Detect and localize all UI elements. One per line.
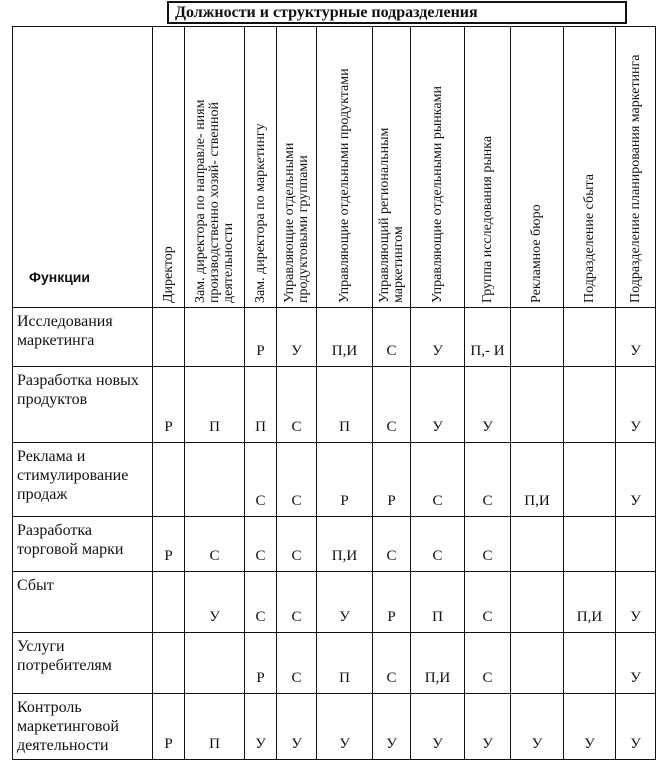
role-cell: С [277,572,317,633]
column-header: Управляющий региональным маркетингом [373,27,411,308]
role-cell [511,517,564,572]
role-cell: С [373,367,411,443]
role-cell [153,443,185,517]
role-cell: С [411,443,465,517]
function-cell: Услуги потребителям [13,633,153,694]
role-cell: У [185,572,245,633]
table-row [13,572,656,633]
function-cell: Исследования маркетинга [13,308,153,367]
role-cell [564,308,616,367]
role-cell: У [373,694,411,760]
table-row [13,517,656,572]
role-cell: У [616,367,656,443]
role-cell [511,572,564,633]
role-cell: П,И [564,572,616,633]
role-cell: С [185,517,245,572]
role-cell: Р [245,308,277,367]
role-cell: П [317,367,373,443]
role-cell: У [465,694,511,760]
role-cell: С [245,517,277,572]
role-cell: П,И [317,308,373,367]
matrix-body [13,308,656,760]
column-header: Управляющие отдельными рынками [411,27,465,308]
role-cell [185,443,245,517]
role-cell [153,572,185,633]
table-row [13,633,656,694]
role-cell: П [317,633,373,694]
role-cell [153,308,185,367]
column-header: Управляющие отдельными продуктовыми группами [277,27,317,308]
role-cell: С [245,572,277,633]
column-header: Рекламное бюро [511,27,564,308]
role-cell: П,И [317,517,373,572]
responsibility-matrix [12,26,656,760]
role-cell [185,633,245,694]
role-cell: С [373,633,411,694]
role-cell: П,И [411,633,465,694]
function-cell: Сбыт [13,572,153,633]
role-cell: Р [373,443,411,517]
role-cell [564,443,616,517]
role-cell: Р [153,517,185,572]
role-cell: Р [317,443,373,517]
role-cell: У [245,694,277,760]
column-header: Группа исследования рынка [465,27,511,308]
function-cell: Реклама и стимулирование продаж [13,443,153,517]
role-cell [616,517,656,572]
role-cell: У [616,633,656,694]
table-row [13,308,656,367]
role-cell: Р [153,367,185,443]
role-cell: П [185,694,245,760]
role-cell: П [411,572,465,633]
table-row [13,367,656,443]
role-cell: С [465,633,511,694]
role-cell [564,517,616,572]
role-cell: С [277,367,317,443]
function-cell: Разработка новых продуктов [13,367,153,443]
role-cell: Р [153,694,185,760]
column-header: Зам. директора по маркетингу [245,27,277,308]
header-row [13,27,656,308]
role-cell: Р [245,633,277,694]
table-row [13,694,656,760]
role-cell: У [317,694,373,760]
role-cell: У [564,694,616,760]
role-cell: С [465,443,511,517]
role-cell: У [616,443,656,517]
function-cell: Контроль маркетинговой деятельности [13,694,153,760]
role-cell: П [185,367,245,443]
role-cell: У [317,572,373,633]
column-header: Зам. директора по направле- ниям производственно хозяй- ственной деятельности [185,27,245,308]
role-cell: С [465,517,511,572]
role-cell [564,367,616,443]
role-cell: У [411,367,465,443]
role-cell: С [277,633,317,694]
table-row [13,443,656,517]
role-cell: У [411,308,465,367]
role-cell: У [616,694,656,760]
role-cell: У [277,308,317,367]
column-header: Подразделение сбыта [564,27,616,308]
role-cell: У [277,694,317,760]
role-cell: П,- И [465,308,511,367]
role-cell [153,633,185,694]
column-header: Подразделение планирования маркетинга [616,27,656,308]
role-cell: С [277,443,317,517]
role-cell: С [465,572,511,633]
role-cell: Р [373,572,411,633]
function-cell: Разработка торговой марки [13,517,153,572]
functions-header: Функции [13,27,153,308]
role-cell: У [616,572,656,633]
role-cell: С [245,443,277,517]
role-cell: С [411,517,465,572]
role-cell: У [465,367,511,443]
role-cell [564,633,616,694]
role-cell: У [616,308,656,367]
role-cell [511,633,564,694]
role-cell: У [411,694,465,760]
role-cell: С [373,308,411,367]
role-cell [511,308,564,367]
role-cell: У [511,694,564,760]
column-header: Управляющие отдельными продуктами [317,27,373,308]
role-cell: П [245,367,277,443]
role-cell: С [277,517,317,572]
role-cell [511,367,564,443]
column-header: Директор [153,27,185,308]
role-cell: С [373,517,411,572]
table-caption: Должности и структурные подразделения [167,1,627,24]
role-cell [185,308,245,367]
role-cell: П,И [511,443,564,517]
